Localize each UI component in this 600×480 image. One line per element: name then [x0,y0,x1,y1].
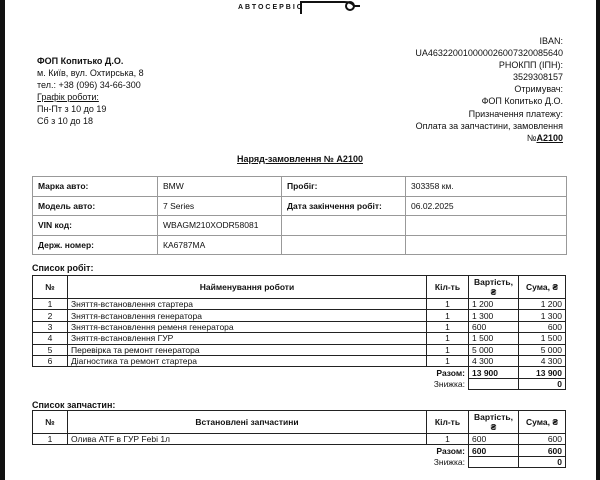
cell-name: Зняття-встановлення ГУР [68,333,427,344]
cell-no: 2 [33,310,68,321]
iban-value: UA463220010000026007320085640 [415,48,563,59]
tax-id-value: 3529308157 [512,72,563,83]
car-row [33,177,567,197]
parts-total-sum: 600 [519,445,566,456]
order-number: А2100 [536,132,563,143]
cell-qty: 1 [427,344,469,355]
cell-price: 1 300 [469,310,519,321]
cell-price: 600 [469,321,519,332]
purpose-value: Оплата за запчастини, замовлення [415,120,563,131]
iban-label: IBAN: [539,36,563,46]
parts-total-price: 600 [469,445,519,456]
mileage-label: Пробіг: [282,177,406,197]
empty-cell [282,216,406,236]
model-value: 7 Series [158,196,282,216]
header-price: Вартість, ₴ [469,411,519,434]
company-address: м. Київ, вул. Охтирська, 8 [37,68,144,78]
cell-name: Олива ATF в ГУР Febi 1л [68,434,427,445]
cell-no: 3 [33,321,68,332]
works-section-label: Список робіт: [32,263,94,273]
order-prefix: № [526,132,537,143]
table-row [33,434,566,445]
mileage-value: 303358 км. [406,177,567,197]
plate-label: Держ. номер: [33,235,158,255]
cell-price: 5 000 [469,344,519,355]
model-label: Модель авто: [33,196,158,216]
header-qty: Кіл-ть [427,411,469,434]
parts-total-row [33,445,566,456]
cell-no: 1 [33,299,68,310]
order-ref [415,132,563,144]
car-row [33,235,567,255]
cell-sum: 600 [519,321,566,332]
cell-sum: 1 200 [519,299,566,310]
works-total-price: 13 900 [469,367,519,378]
end-date-label: Дата закінчення робіт: [282,196,406,216]
cell-sum: 1 500 [519,333,566,344]
works-table [32,275,566,390]
empty-cell [406,216,567,236]
parts-discount-label: Знижка: [433,456,465,467]
header-sum: Сума, ₴ [519,276,566,299]
cell-name: Зняття-встановлення стартера [68,299,427,310]
cell-name: Діагностика та ремонт стартера [68,355,427,366]
empty-cell [406,235,567,255]
works-total-sum: 13 900 [519,367,566,378]
header-name: Найменування роботи [68,276,427,299]
header-sum: Сума, ₴ [519,411,566,434]
empty-cell [282,235,406,255]
car-row [33,196,567,216]
cell-name: Зняття-встановлення генератора [68,310,427,321]
header-no: № [33,276,68,299]
vin-label: VIN код: [33,216,158,236]
header-qty: Кіл-ть [427,276,469,299]
parts-discount-empty [469,456,519,467]
schedule-label: Графік роботи: [37,92,99,102]
cell-sum: 5 000 [519,344,566,355]
cell-price: 1 500 [469,333,519,344]
payment-info [415,35,563,144]
header-no: № [33,411,68,434]
works-discount-label: Знижка: [433,378,465,389]
parts-header-row [33,411,566,434]
company-phone: тел.: +38 (096) 34-66-300 [37,80,141,90]
plate-value: КА6787МА [158,235,282,255]
works-total-row [33,367,566,378]
make-value: BMW [158,177,282,197]
table-row [33,355,566,366]
cell-name: Перевірка та ремонт генератора [68,344,427,355]
parts-discount-row [33,456,566,467]
car-info-table [32,176,567,255]
parts-total-label: Разом: [436,445,465,456]
works-header-row [33,276,566,299]
cell-sum: 600 [519,434,566,445]
page-edge-left [0,0,5,480]
cell-no: 4 [33,333,68,344]
schedule-weekdays: Пн-Пт з 10 до 19 [37,104,107,114]
vin-value: WBAGM210XODR58081 [158,216,282,236]
cell-price: 4 300 [469,355,519,366]
company-name: ФОП Копитько Д.О. [37,56,124,66]
cell-qty: 1 [427,333,469,344]
page-edge-right [596,0,600,480]
company-info [37,55,144,127]
cell-sum: 4 300 [519,355,566,366]
make-label: Марка авто: [33,177,158,197]
cell-price: 600 [469,434,519,445]
cell-no: 6 [33,355,68,366]
table-row [33,344,566,355]
works-discount-empty [469,378,519,389]
header-name: Встановлені запчастини [68,411,427,434]
cell-no: 1 [33,434,68,445]
table-row [33,321,566,332]
logo-car-icon [300,0,362,14]
table-row [33,299,566,310]
cell-qty: 1 [427,310,469,321]
end-date-value: 06.02.2025 [406,196,567,216]
tax-id-label: РНОКПП (ІПН): [498,60,563,71]
parts-table [32,410,566,468]
cell-name: Зняття-встановлення ременя генератора [68,321,427,332]
cell-qty: 1 [427,299,469,310]
cell-price: 1 200 [469,299,519,310]
parts-discount-value: 0 [519,456,566,467]
document-title: Наряд-замовлення № А2100 [237,154,363,164]
recipient-value: ФОП Копитько Д.О. [481,96,563,107]
parts-section-label: Список запчастин: [32,400,116,410]
cell-qty: 1 [427,434,469,445]
schedule-saturday: Сб з 10 до 18 [37,116,94,126]
works-discount-value: 0 [519,378,566,389]
recipient-label: Отримувач: [514,84,563,95]
cell-qty: 1 [427,355,469,366]
car-row [33,216,567,236]
cell-qty: 1 [427,321,469,332]
table-row [33,333,566,344]
cell-no: 5 [33,344,68,355]
works-total-label: Разом: [436,367,465,378]
logo-text: АВТОСЕРВІС [238,4,304,11]
table-row [33,310,566,321]
header-price: Вартість, ₴ [469,276,519,299]
cell-sum: 1 300 [519,310,566,321]
purpose-label: Призначення платежу: [468,108,563,119]
works-discount-row [33,378,566,389]
